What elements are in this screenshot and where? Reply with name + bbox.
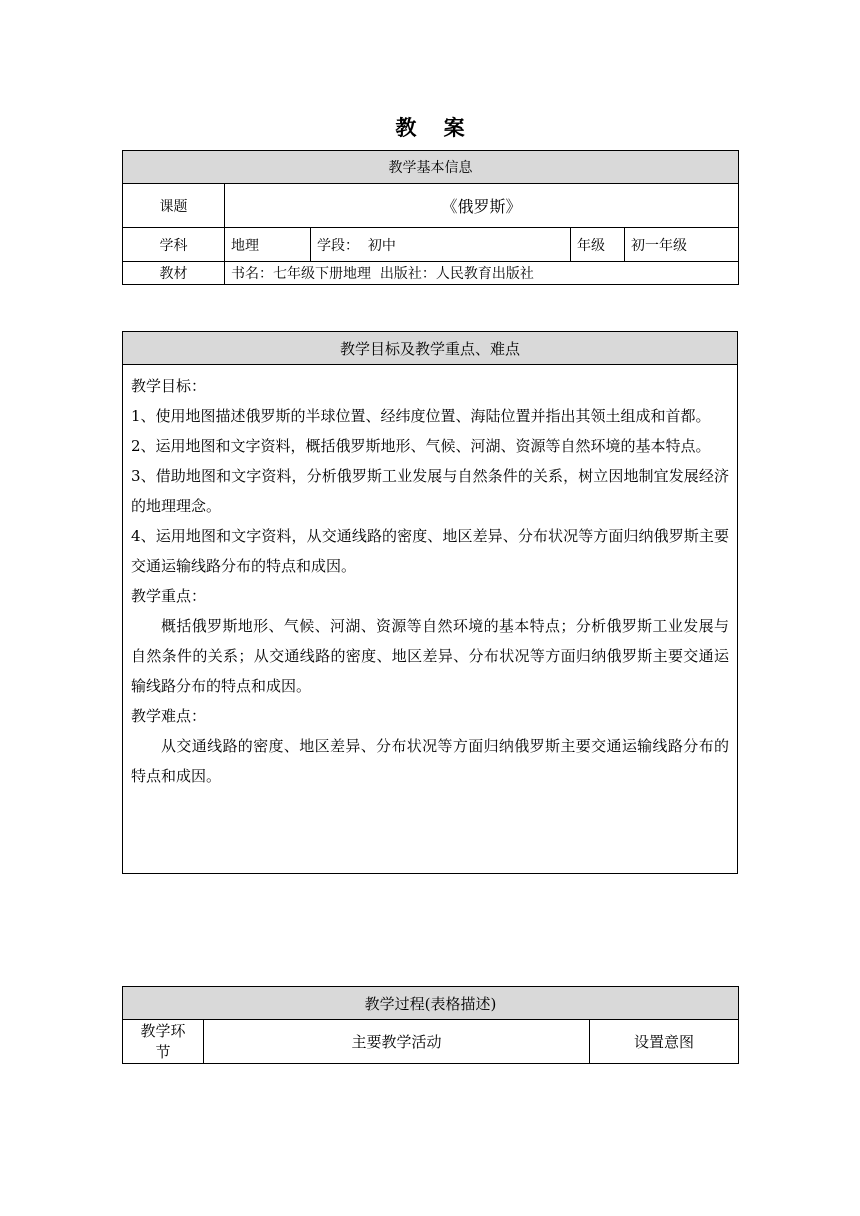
objectives-table: [122, 331, 738, 874]
process-col-stage: 教学环节: [123, 1020, 204, 1064]
topic-label: 课题: [123, 184, 225, 228]
grade-value: 初一年级: [625, 228, 739, 262]
subject-value: 地理: [225, 228, 311, 262]
difficult-points-text: 从交通线路的密度、地区差异、分布状况等方面归纳俄罗斯主要交通运输线路分布的特点和成因。: [131, 737, 729, 785]
objectives-body: [123, 365, 738, 874]
goal-item-4: 4、运用地图和文字资料，从交通线路的密度、地区差异、分布状况等方面归纳俄罗斯主要交通运输线路分布的特点和成因。: [131, 527, 729, 575]
goal-item-2: 2、运用地图和文字资料，概括俄罗斯地形、气候、河湖、资源等自然环境的基本特点。: [131, 437, 711, 455]
textbook-value: 书名：七年级下册地理 出版社：人民教育出版社: [225, 262, 739, 285]
key-points-text: 概括俄罗斯地形、气候、河湖、资源等自然环境的基本特点；分析俄罗斯工业发展与自然条件的关系；从交通线路的密度、地区差异、分布状况等方面归纳俄罗斯主要交通运输线路分布的特点和成因。: [131, 617, 729, 695]
process-col-intent: 设置意图: [590, 1020, 739, 1064]
difficult-points-label: 教学难点：: [131, 707, 207, 725]
stage-cell: [311, 228, 571, 262]
page-title: 教 案: [395, 116, 475, 140]
grade-label: 年级: [571, 228, 625, 262]
goal-item-3: 3、借助地图和文字资料，分析俄罗斯工业发展与自然条件的关系，树立因地制宜发展经济的地理理念。: [131, 467, 729, 515]
process-header: 教学过程(表格描述): [123, 987, 739, 1020]
basic-info-header: 教学基本信息: [123, 151, 739, 184]
stage-label: 学段：: [317, 237, 359, 254]
goal-item-1: 1、使用地图描述俄罗斯的半球位置、经纬度位置、海陆位置并指出其领土组成和首都。: [131, 407, 711, 425]
stage-value: 初中: [367, 237, 396, 254]
key-points-label: 教学重点：: [131, 587, 207, 605]
process-col-activities: 主要教学活动: [204, 1020, 590, 1064]
goals-label: 教学目标：: [131, 377, 207, 395]
objectives-header: 教学目标及教学重点、难点: [123, 332, 738, 365]
basic-info-table: [122, 150, 739, 285]
topic-value: 《俄罗斯》: [225, 184, 739, 228]
textbook-label: 教材: [123, 262, 225, 285]
subject-label: 学科: [123, 228, 225, 262]
process-table: [122, 986, 739, 1064]
